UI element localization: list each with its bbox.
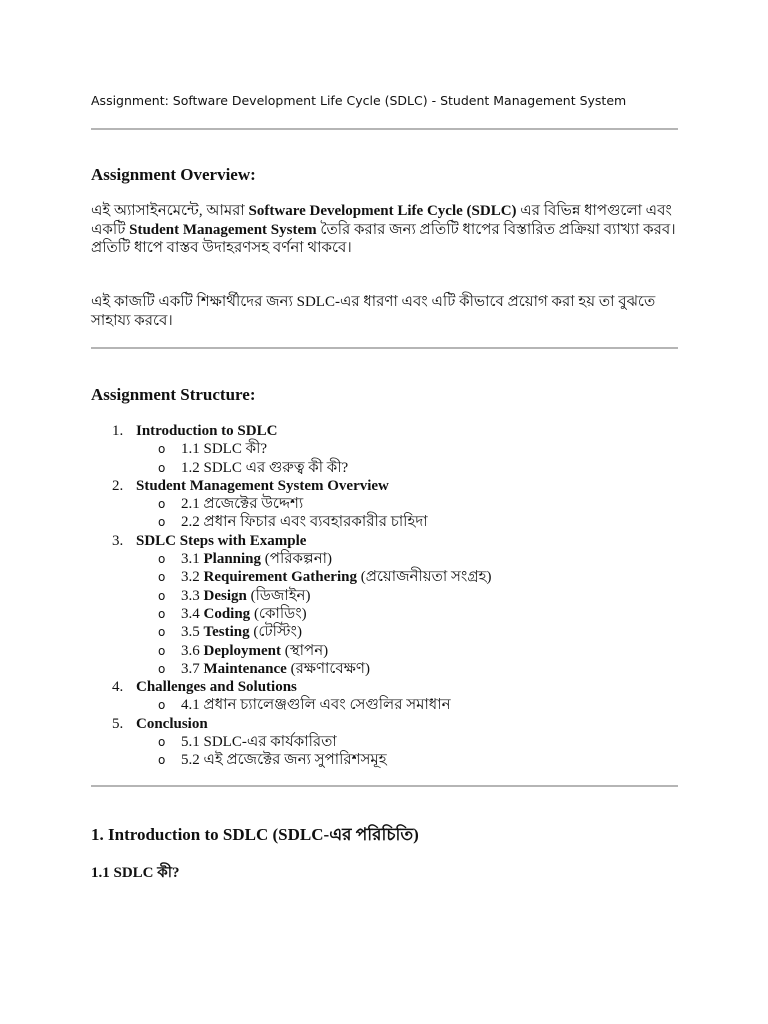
toc-subitem-text: [181, 495, 303, 513]
toc-subitem-term: Deployment: [203, 642, 281, 659]
bullet-icon: o: [158, 460, 166, 475]
sdlc-term: Software Development Life Cycle (SDLC): [248, 203, 517, 219]
bullet-icon: o: [158, 698, 166, 713]
toc-subitem-text: [181, 568, 491, 586]
toc-subitem: [91, 459, 691, 477]
toc-subitem: [91, 696, 691, 714]
toc-subitem-text: [181, 605, 307, 623]
toc-section-number: 5.: [112, 715, 124, 732]
overview-text-3: তৈরি করার জন্য প্রতিটি ধাপের বিস্তারিত প্রক্রিয়া ব্যাখ্যা করব। প্রতিটি ধাপে বাস্তব উদাহরণসহ বর্ণনা থাকবে।: [91, 221, 676, 256]
toc-section-number: 1.: [112, 423, 124, 439]
assignment-structure-list: [91, 422, 691, 770]
bullet-icon: o: [158, 442, 166, 457]
toc-subitem-term: Planning: [203, 551, 262, 568]
toc-subitem-text: [181, 459, 348, 477]
toc-section: [91, 477, 691, 495]
document-header: Assignment: Software Development Life Cycle (SDLC) - Student Management System: [91, 93, 627, 108]
toc-subitem-prefix: 1.1 SDLC কী?: [181, 441, 268, 458]
toc-subitem-prefix: 3.5: [181, 624, 204, 641]
toc-section-title: Challenges and Solutions: [136, 679, 297, 696]
section-1-heading: 1. Introduction to SDLC (SDLC-এর পরিচিতি): [91, 825, 419, 844]
horizontal-rule: [91, 128, 678, 130]
sms-term: Student Management System: [129, 221, 317, 238]
toc-subitem-prefix: 3.6: [181, 642, 204, 659]
toc-subitem-term: Design: [203, 587, 247, 604]
toc-subitem-text: [181, 751, 387, 769]
toc-subitem: [91, 605, 691, 623]
toc-subitem-text: [181, 513, 428, 531]
toc-subitem-prefix: 2.2 প্রধান ফিচার এবং ব্যবহারকারীর চাহিদা: [181, 514, 428, 531]
toc-subitem-suffix: (টেস্টিং): [249, 624, 303, 641]
toc-subitem-text: [181, 587, 310, 605]
toc-section-number: 2.: [112, 477, 124, 494]
overview-paragraph-2: এই কাজটি একটি শিক্ষার্থীদের জন্য SDLC-এর ধারণা এবং এটি কীভাবে প্রয়োগ করা হয় তা বুঝতে সাহায্য করবে।: [91, 294, 656, 329]
toc-subitem: [91, 587, 691, 605]
toc-subitem-text: [181, 696, 451, 714]
structure-heading: Assignment Structure:: [91, 385, 256, 404]
bullet-icon: o: [158, 661, 166, 676]
toc-subitem: [91, 642, 691, 660]
toc-subitem: [91, 751, 691, 769]
toc-section: [91, 532, 691, 550]
toc-section-title: Introduction to SDLC: [136, 423, 278, 439]
toc-subitem-text: [181, 642, 328, 660]
toc-subitem-term: Coding: [203, 605, 251, 622]
toc-section-title: Student Management System Overview: [136, 477, 389, 494]
horizontal-rule: [91, 347, 678, 349]
toc-subitem: [91, 440, 691, 458]
toc-subitem-term: Testing: [203, 624, 250, 641]
toc-section-number: 4.: [112, 679, 124, 696]
toc-subitem-prefix: 2.1 প্রজেক্টের উদ্দেশ্য: [181, 496, 304, 513]
toc-subitem: [91, 513, 691, 531]
toc-subitem-prefix: 3.4: [181, 605, 204, 622]
toc-subitem-text: [181, 660, 370, 678]
bullet-icon: o: [158, 552, 166, 567]
toc-subitem-text: [181, 733, 337, 751]
bullet-icon: o: [158, 570, 166, 585]
toc-subitem: [91, 568, 691, 586]
toc-subitem: [91, 495, 691, 513]
toc-section-title: Conclusion: [136, 715, 208, 732]
bullet-icon: o: [158, 606, 166, 621]
bullet-icon: o: [158, 753, 166, 768]
horizontal-rule: [91, 785, 678, 787]
toc-subitem-suffix: (ডিজাইন): [246, 587, 311, 604]
toc-subitem-prefix: 4.1 প্রধান চ্যালেঞ্জগুলি এবং সেগুলির সমাধান: [181, 697, 451, 714]
bullet-icon: o: [158, 588, 166, 603]
toc-subitem-prefix: 1.2 SDLC এর গুরুত্ব কী কী?: [181, 459, 349, 476]
toc-subitem-prefix: 3.1: [181, 551, 204, 568]
toc-section-number: 3.: [112, 532, 124, 549]
toc-subitem-prefix: 3.2: [181, 569, 204, 586]
toc-subitem-prefix: 5.2 এই প্রজেক্টের জন্য সুপারিশসমূহ: [181, 752, 387, 769]
toc-subitem-text: [181, 440, 267, 458]
toc-section-title: SDLC Steps with Example: [136, 532, 307, 549]
overview-text-1: এই অ্যাসাইনমেন্টে, আমরা: [91, 203, 249, 219]
bullet-icon: o: [158, 515, 166, 530]
toc-subitem: [91, 733, 691, 751]
toc-subitem: [91, 623, 691, 641]
bullet-icon: o: [158, 625, 166, 640]
toc-section: [91, 715, 691, 733]
toc-subitem-term: Requirement Gathering: [203, 569, 357, 586]
toc-subitem: [91, 660, 691, 678]
toc-section: [91, 422, 691, 440]
toc-subitem: [91, 550, 691, 568]
toc-subitem-prefix: 5.1 SDLC-এর কার্যকারিতা: [181, 734, 337, 751]
overview-paragraph-1: [91, 202, 681, 258]
toc-subitem-prefix: 3.7: [181, 660, 204, 677]
toc-subitem-suffix: (স্থাপন): [281, 642, 329, 659]
toc-subitem-text: [181, 623, 302, 641]
toc-subitem-prefix: 3.3: [181, 587, 204, 604]
toc-subitem-suffix: (প্রয়োজনীয়তা সংগ্রহ): [356, 569, 492, 586]
overview-heading: Assignment Overview:: [91, 165, 256, 184]
toc-subitem-suffix: (কোডিং): [250, 605, 307, 622]
toc-subitem-suffix: (রক্ষণাবেক্ষণ): [286, 660, 370, 677]
toc-subitem-term: Maintenance: [203, 660, 287, 677]
overview-text-2: এর বিভিন্ন ধাপগুলো এবং একটি: [91, 203, 672, 238]
toc-subitem-text: [181, 550, 332, 568]
bullet-icon: o: [158, 735, 166, 750]
section-1-1-heading: 1.1 SDLC কী?: [91, 865, 180, 881]
bullet-icon: o: [158, 497, 166, 512]
bullet-icon: o: [158, 643, 166, 658]
toc-section: [91, 678, 691, 696]
toc-subitem-suffix: (পরিকল্পনা): [261, 551, 333, 568]
